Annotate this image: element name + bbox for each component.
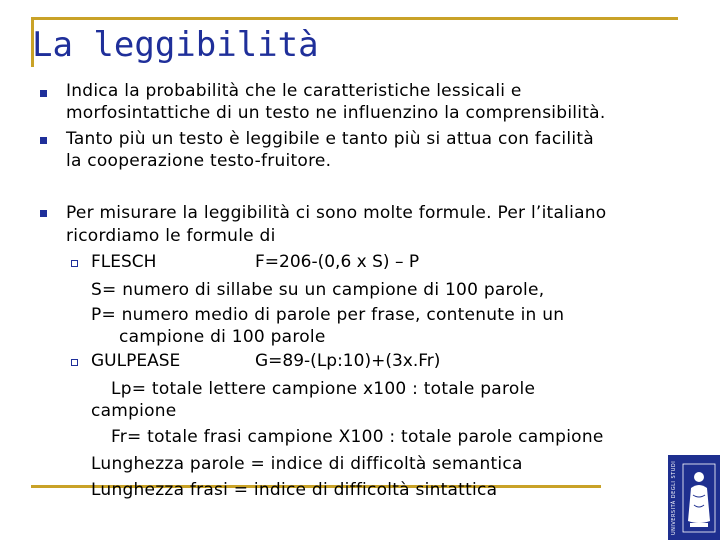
gulpease-formula-expression: G=89-(Lp:10)+(3x.Fr) xyxy=(255,351,441,371)
seal-figure-icon xyxy=(682,463,716,533)
flesch-formula-expression: F=206-(0,6 x S) – P xyxy=(255,252,420,272)
bullet-2-line-2: la cooperazione testo-fruitore. xyxy=(66,151,332,171)
bullet-square-icon xyxy=(40,210,47,217)
bullet-2-line-1: Tanto più un testo è leggibile e tanto più si attua con facilità xyxy=(66,129,594,149)
university-logo xyxy=(668,455,720,540)
flesch-note-1: S= numero di sillabe su un campione di 100 parole, xyxy=(91,280,545,300)
gulpease-note-2: campione xyxy=(91,401,177,421)
closing-line-2: Lunghezza frasi = indice di difficoltà sintattica xyxy=(91,480,498,500)
gulpease-note-3: Fr= totale frasi campione X100 : totale parole campione xyxy=(111,427,604,447)
gulpease-note-1: Lp= totale lettere campione x100 : totale parole xyxy=(111,379,536,399)
sub-bullet-square-icon xyxy=(71,260,78,267)
slide-title: La leggibilità xyxy=(32,25,319,65)
logo-text: UNIVERSITÀ DEGLI STUDI xyxy=(671,460,677,535)
bullet-square-icon xyxy=(40,90,47,97)
flesch-note-3: campione di 100 parole xyxy=(119,327,326,347)
bullet-1-line-2: morfosintattiche di un testo ne influenzino la comprensibilità. xyxy=(66,103,606,123)
closing-line-1: Lunghezza parole = indice di difficoltà semantica xyxy=(91,454,523,474)
bullet-1-line-1: Indica la probabilità che le caratteristiche lessicali e xyxy=(66,81,522,101)
bullet-square-icon xyxy=(40,137,47,144)
bullet-3-line-2: ricordiamo le formule di xyxy=(66,226,276,246)
sub-bullet-square-icon xyxy=(71,359,78,366)
flesch-formula-name: FLESCH xyxy=(91,252,157,272)
bullet-3-line-1: Per misurare la leggibilità ci sono molte formule. Per l’italiano xyxy=(66,203,607,223)
gulpease-formula-name: GULPEASE xyxy=(91,351,181,371)
flesch-note-2: P= numero medio di parole per frase, contenute in un xyxy=(91,305,565,325)
